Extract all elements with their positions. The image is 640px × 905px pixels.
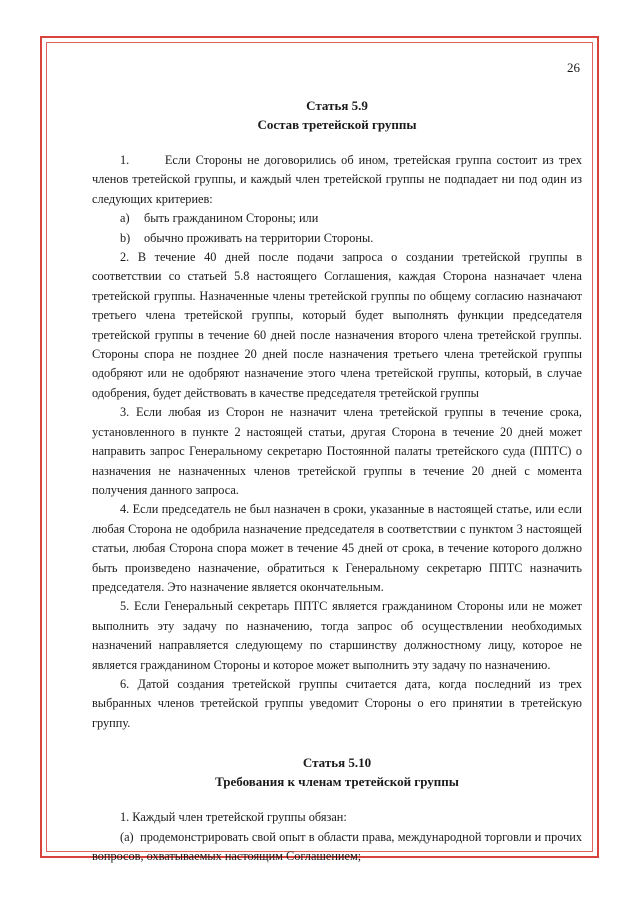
item-a-marker: a) [120, 211, 130, 226]
article-5-10-paragraph-1: 1. Каждый член третейской группы обязан: [120, 810, 347, 825]
article-5-9-item-b [92, 229, 582, 248]
item-a-text: быть гражданином Стороны; или [144, 211, 319, 226]
article-5-9-subtitle: Состав третейской группы [257, 117, 417, 132]
article-5-9-item-a [92, 209, 582, 228]
article-5-10-title: Статья 5.10 [302, 755, 372, 771]
article-5-9-paragraph-3: 3. Если любая из Сторон не назначит члена третейской группы в течение срока, установленного в пункте 2 настоящей статьи, другая Сторона в течение 20 дней может направить запрос Генеральному секретарю Постоянной палаты третейского суда (ППТС) о назначения не назначенных членов третейской группы в течение 20 дней с момента получения данного запроса. [92, 405, 582, 497]
article-5-9-paragraph-5: 5. Если Генеральный секретарь ППТС является гражданином Стороны или не может выполнить эту задачу по назначению, тогда запрос об осуществлении необходимых назначений направляется следующему по старшинству должностному лицу, которое не является гражданином Стороны и которое может выполнить эту задачу по назначению. [92, 599, 582, 672]
article-5-10-subtitle: Требования к членам третейской группы [215, 774, 459, 790]
page-number: 26 [567, 60, 580, 75]
article-5-9-paragraph-2: 2. В течение 40 дней после подачи запроса о создании третейской группы в соответствии со статьей 5.8 настоящего Соглашения, каждая Сторона назначает члена третейской группы. Назначенные члены третейской группы по общему согласию назначают третьего члена третейской группы, который будет выполнять функции председателя третейской группы в течение 60 дней после назначения второго члена третейской группы. Стороны спора не позднее 20 дней после назначения третьего члена третейской группы одобряют или не одобряют назначение этого члена третейской группы, который, в случае одобрения, будет действовать в качестве председателя третейской группы [92, 250, 582, 400]
article-5-10-paragraph-2: (a) продемонстрировать свой опыт в области права, международной торговли и прочих вопросов, охватываемых настоящим Соглашением; [92, 829, 582, 863]
article-5-9-paragraph-6: 6. Датой создания третейской группы считается дата, когда последний из трех выбранных членов третейской группы уведомит Стороны о его принятии в третейскую группу. [92, 676, 582, 730]
item-b-text: обычно проживать на территории Стороны. [144, 230, 374, 245]
document-body [92, 96, 582, 866]
article-5-9-paragraph-1: 1. Если Стороны не договорились об ином, третейская группа состоит из трех членов третейской группы, и каждый член третейской группы не подпадает ни под один из следующих критериев: [92, 153, 582, 206]
item-b-marker: b) [120, 230, 131, 245]
article-5-9-title: Статья 5.9 [306, 98, 368, 113]
article-5-9-paragraph-4: 4. Если председатель не был назначен в сроки, указанные в настоящей статье, или если любая Сторона не одобрила назначение председателя в соответствии с пунктом 3 настоящей статьи, любая Сторона спора может в течение 45 дней от срока, в течение которого должно быть произведено назначение, обратиться к Генеральному секретарю ППТС назначить председателя. Это назначение является окончательным. [92, 502, 582, 594]
